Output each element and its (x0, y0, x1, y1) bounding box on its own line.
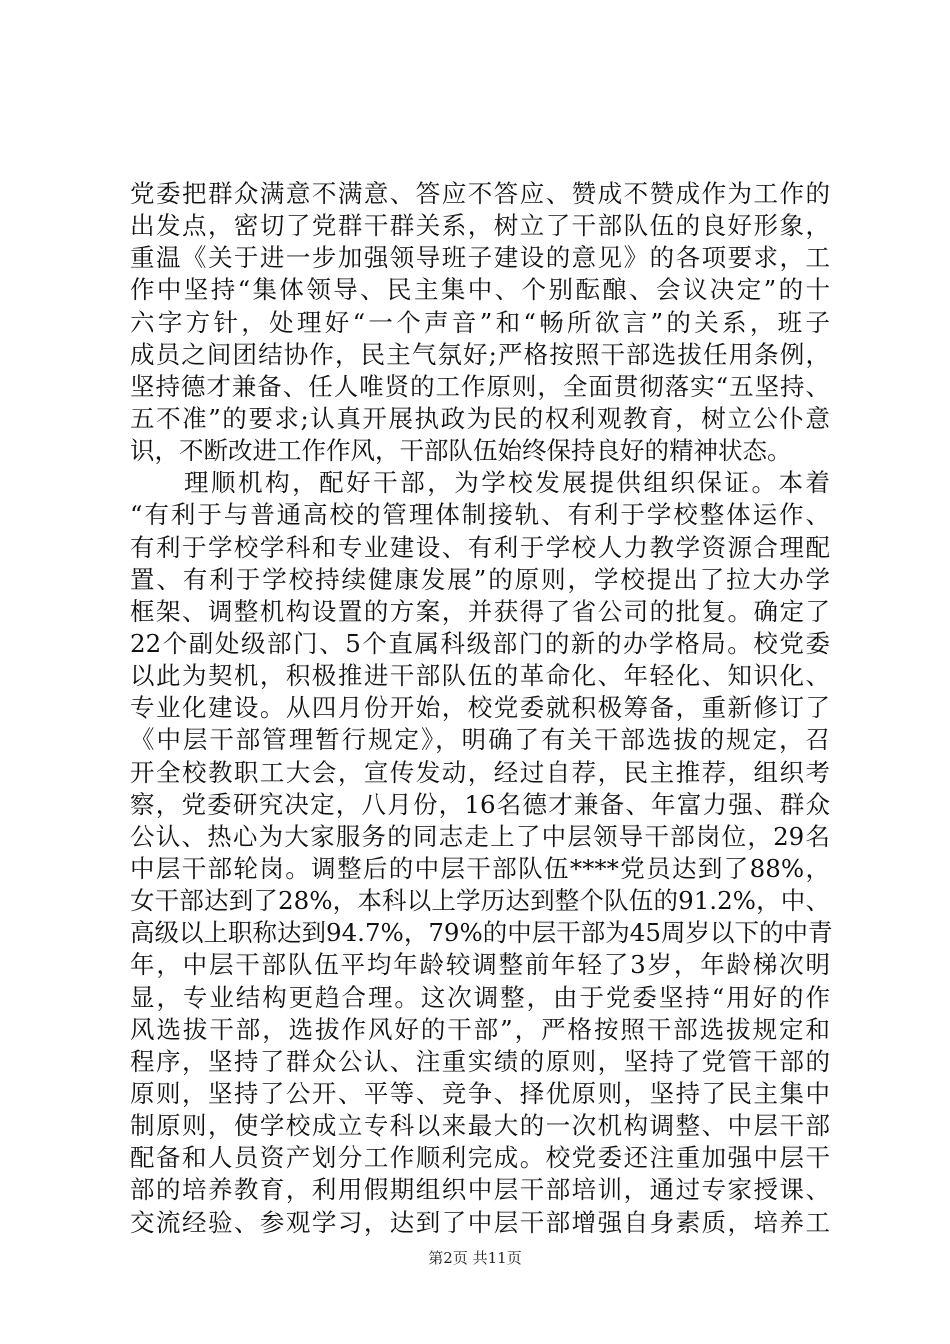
text-line: 框架、调整机构设置的方案，并获得了省公司的批复。确定了 (130, 596, 830, 626)
text-line: 配备和人员资产划分工作顺利完成。校党委还注重加强中层干 (130, 1143, 830, 1173)
text-line: 出发点，密切了党群干群关系，树立了干部队伍的良好形象， (130, 211, 830, 241)
text-line: 高级以上职称达到94.7%，79%的中层干部为45周岁以下的中青 (130, 918, 833, 948)
page-number-footer: 第2页 共11页 (428, 1249, 522, 1267)
text-line: 置、有利于学校持续健康发展”的原则，学校提出了拉大办学 (130, 564, 830, 594)
text-line: 以此为契机，积极推进干部队伍的革命化、年轻化、知识化、 (130, 661, 830, 691)
text-line: 察，党委研究决定，八月份，16名德才兼备、年富力强、群众 (130, 789, 830, 819)
text-line: 五不准”的要求;认真开展执政为民的权利观教育，树立公仆意 (130, 403, 830, 433)
text-line: 有利于学校学科和专业建设、有利于学校人力教学资源合理配 (130, 532, 830, 562)
text-line: 公认、热心为大家服务的同志走上了中层领导干部岗位，29名 (130, 821, 830, 851)
text-line: 风选拔干部，选拔作风好的干部”，严格按照干部选拔规定和 (130, 1014, 830, 1044)
body-text (130, 178, 833, 1239)
text-line: 显，专业结构更趋合理。这次调整，由于党委坚持“用好的作 (130, 982, 830, 1012)
text-line: 原则，坚持了公开、平等、竞争、择优原则，坚持了民主集中 (130, 1078, 830, 1108)
text-line: 年，中层干部队伍平均年龄较调整前年轻了3岁，年龄梯次明 (130, 950, 830, 980)
text-line: 开全校教职工大会，宣传发动，经过自荐，民主推荐，组织考 (130, 757, 830, 787)
text-line: 部的培养教育，利用假期组织中层干部培训，通过专家授课、 (130, 1175, 830, 1205)
text-line: 程序，坚持了群众公认、注重实绩的原则，坚持了党管干部的 (130, 1046, 830, 1076)
text-line: “有利于与普通高校的管理体制接轨、有利于学校整体运作、 (130, 500, 830, 530)
text-line: 成员之间团结协作，民主气氛好;严格按照干部选拔任用条例， (130, 339, 830, 369)
text-line: 22个副处级部门、5个直属科级部门的新的办学格局。校党委 (130, 628, 830, 658)
text-line: 重温《关于进一步加强领导班子建设的意见》的各项要求，工 (130, 243, 830, 273)
text-line: 《中层干部管理暂行规定》，明确了有关干部选拔的规定，召 (130, 725, 830, 755)
text-line: 制原则，使学校成立专科以来最大的一次机构调整、中层干部 (130, 1111, 830, 1141)
text-line: 坚持德才兼备、任人唯贤的工作原则，全面贯彻落实“五坚持、 (130, 371, 830, 401)
text-line: 交流经验、参观学习，达到了中层干部增强自身素质，培养工 (130, 1207, 830, 1237)
text-line: 识，不断改进工作作风，干部队伍始终保持良好的精神状态。 (130, 436, 792, 466)
text-line: 理顺机构，配好干部，为学校发展提供组织保证。本着 (130, 468, 830, 498)
text-line: 中层干部轮岗。调整后的中层干部队伍****党员达到了88%， (130, 853, 830, 883)
text-line: 女干部达到了28%，本科以上学历达到整个队伍的91.2%，中、 (130, 886, 830, 916)
text-line: 党委把群众满意不满意、答应不答应、赞成不赞成作为工作的 (130, 179, 830, 208)
text-line: 专业化建设。从四月份开始，校党委就积极筹备，重新修订了 (130, 693, 830, 723)
text-line: 六字方针，处理好“一个声音”和“畅所欲言”的关系，班子 (130, 307, 830, 337)
text-line: 作中坚持“集体领导、民主集中、个别酝酿、会议决定”的十 (130, 275, 830, 305)
